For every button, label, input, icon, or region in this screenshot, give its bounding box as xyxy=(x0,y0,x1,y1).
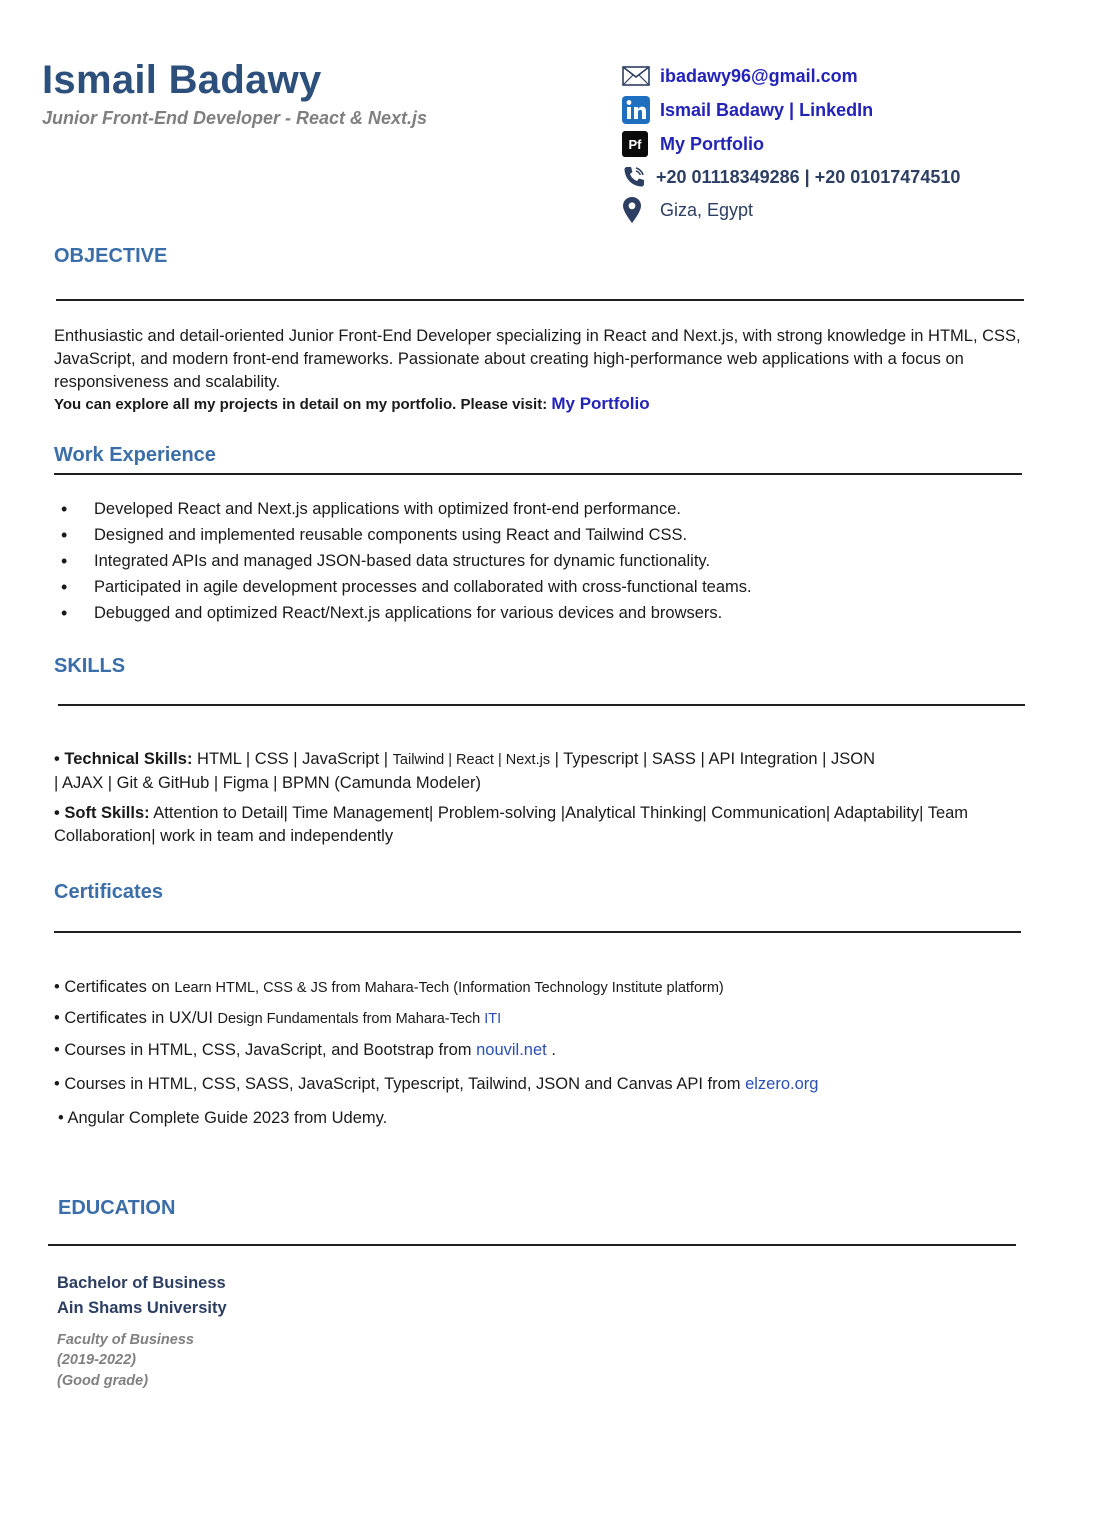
cert2-prefix: • Certificates in UX/UI xyxy=(54,1009,218,1027)
soft-skills-label: • Soft Skills: xyxy=(54,804,150,822)
education-divider xyxy=(48,1244,1016,1246)
contact-email[interactable] xyxy=(622,62,858,90)
work-item: • Participated in agile development processes and collaborated with cross-functional teams. xyxy=(54,576,752,602)
contact-portfolio[interactable] xyxy=(622,130,764,158)
envelope-icon xyxy=(622,62,652,90)
certificate-item xyxy=(54,1007,501,1031)
technical-skills-label: • Technical Skills: xyxy=(54,750,193,768)
contact-location xyxy=(622,196,753,224)
certificate-item: • Angular Complete Guide 2023 from Udemy. xyxy=(58,1109,388,1127)
technical-skills-small: Tailwind | React | Next.js xyxy=(392,752,551,768)
degree: Bachelor of Business xyxy=(57,1274,226,1292)
certificate-item xyxy=(54,1073,818,1096)
work-list xyxy=(54,498,752,628)
certificate-item xyxy=(54,1039,556,1062)
work-divider xyxy=(54,473,1022,475)
university: Ain Shams University xyxy=(57,1299,227,1317)
technical-skills xyxy=(54,748,1034,795)
education-heading: EDUCATION xyxy=(58,1197,176,1219)
portfolio-note xyxy=(54,394,650,414)
work-item: • Designed and implemented reusable components using React and Tailwind CSS. xyxy=(54,524,752,550)
certificates-heading: Certificates xyxy=(54,881,163,903)
technical-skills-line2: | AJAX | Git & GitHub | Figma | BPMN (Camunda Modeler) xyxy=(54,774,482,792)
work-item: • Integrated APIs and managed JSON-based data structures for dynamic functionality. xyxy=(54,550,752,576)
work-item: • Developed React and Next.js applications with optimized front-end performance. xyxy=(54,498,752,524)
map-pin-icon xyxy=(622,196,652,224)
job-title: Junior Front-End Developer - React & Next.js xyxy=(42,108,428,128)
soft-skills xyxy=(54,802,1034,848)
phone-numbers: +20 01118349286 | +20 01017474510 xyxy=(656,166,961,187)
technical-skills-b: | Typescript | SASS | API Integration | JSON xyxy=(550,750,876,768)
certificate-item xyxy=(54,976,724,1000)
cert2-link[interactable]: ITI xyxy=(484,1011,502,1027)
portfolio-note-text: You can explore all my projects in detail on my portfolio. Please visit: xyxy=(54,396,552,413)
objective-paragraph: Enthusiastic and detail-oriented Junior Front-End Developer specializing in React and Next.js, with strong knowledge in HTML, CSS, JavaScript, and modern front-end frameworks. Passionate about creating high-performance web applications with a focus on responsiveness and scalability. xyxy=(54,327,1021,391)
soft-skills-text: Attention to Detail| Time Management| Problem-solving |Analytical Thinking| Communication| Adaptability| Team Collaboration| work in team and independently xyxy=(54,804,969,845)
cert4-link[interactable]: elzero.org xyxy=(745,1075,819,1093)
cert3-end: . xyxy=(546,1041,556,1059)
cert1-prefix: • Certificates on xyxy=(54,978,175,996)
email-link[interactable]: ibadawy96@gmail.com xyxy=(660,65,858,86)
portfolio-link[interactable]: My Portfolio xyxy=(660,133,764,154)
skills-heading: SKILLS xyxy=(54,655,126,677)
contact-linkedin[interactable] xyxy=(622,96,873,124)
contact-phone xyxy=(622,163,960,191)
location-text: Giza, Egypt xyxy=(660,199,754,220)
faculty: Faculty of Business xyxy=(57,1332,194,1348)
skills-divider xyxy=(58,704,1025,706)
cert4-prefix: • Courses in HTML, CSS, SASS, JavaScript, Typescript, Tailwind, JSON and Canvas API from xyxy=(54,1075,746,1093)
cert1-detail: Learn HTML, CSS & JS from Mahara-Tech (Information Technology Institute platform) xyxy=(174,980,724,996)
linkedin-icon xyxy=(622,96,652,124)
cert2-detail: Design Fundamentals from Mahara-Tech xyxy=(217,1011,485,1027)
portfolio-badge: Pf xyxy=(622,131,648,157)
certificates-divider xyxy=(54,931,1021,933)
education-years: (2019-2022) xyxy=(57,1352,136,1368)
work-item: • Debugged and optimized React/Next.js applications for various devices and browsers. xyxy=(54,602,752,628)
education-grade: (Good grade) xyxy=(57,1373,149,1389)
cert3-prefix: • Courses in HTML, CSS, JavaScript, and Bootstrap from xyxy=(54,1041,477,1059)
work-heading: Work Experience xyxy=(54,444,216,466)
linkedin-link[interactable]: Ismail Badawy | LinkedIn xyxy=(660,99,874,120)
objective-divider xyxy=(56,299,1024,301)
cert3-link[interactable]: nouvil.net xyxy=(476,1041,547,1059)
candidate-name: Ismail Badawy xyxy=(42,58,322,102)
objective-heading: OBJECTIVE xyxy=(54,245,168,267)
phone-icon xyxy=(622,163,648,191)
portfolio-icon xyxy=(622,130,652,158)
portfolio-note-link[interactable]: My Portfolio xyxy=(551,394,650,413)
technical-skills-a: HTML | CSS | JavaScript | xyxy=(192,750,393,768)
